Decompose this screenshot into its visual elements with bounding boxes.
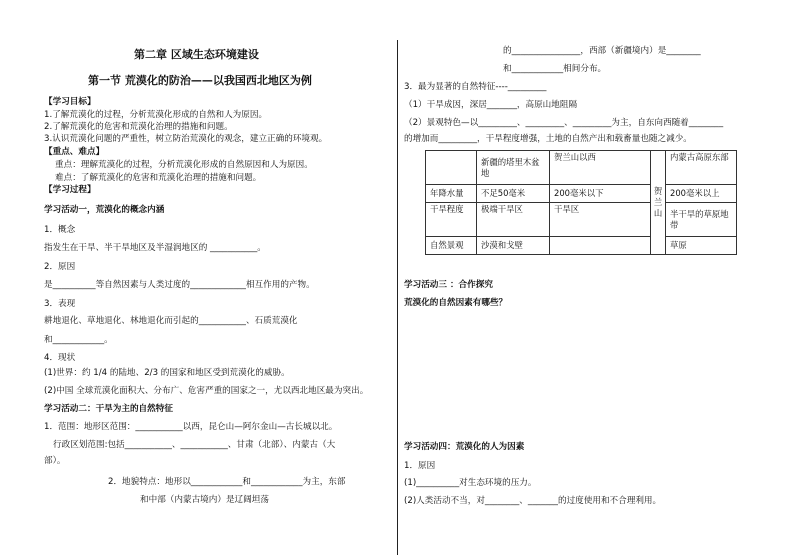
process-heading: 【学习过程】 [44, 185, 96, 195]
key-point: 重点：理解荒漠化的过程，分析荒漠化形成的自然原因和人为原因。 [55, 160, 313, 170]
table-cell: 干旱区 [550, 203, 651, 237]
terrain-text: 和中部（内蒙古境内）是辽阔坦荡 [140, 495, 269, 505]
cause-heading: 2．原因 [44, 262, 76, 272]
cause-text: 是__________等自然因素与人类过度的_____________相互作用的产物。 [44, 280, 315, 290]
expression-heading: 3．表现 [44, 299, 76, 309]
human-cause-2: (2)人类活动不当，对________、_______的过度使用和不合理利用。 [404, 496, 662, 506]
human-cause-heading: 1．原因 [404, 461, 436, 471]
goal-item: 2.了解荒漠化的危害和荒漠化治理的措施和问题。 [44, 122, 233, 132]
human-cause-1: (1)__________对生态环境的压力。 [404, 478, 537, 488]
status-world: (1)世界：约 1/4 的陆地、2/3 的国家和地区受到荒漠化的威胁。 [44, 368, 290, 378]
continued-text: 的________________，西部（新疆境内）是________ [503, 46, 701, 56]
feature-cause: （1）干旱成因，深居_______，高原山地阻隔 [404, 100, 578, 110]
status-china: (2)中国 全球荒漠化面积大、分布广、危害严重的国家之一，尤以西北地区最为突出。 [44, 386, 369, 396]
table-corner-cell [426, 151, 477, 185]
goal-item: 1.了解荒漠化的过程，分析荒漠化形成的自然和人为原因。 [44, 110, 268, 120]
range-text: 1．范围：地形区范围：___________以西，昆仑山—阿尔金山—古长城以北。 [44, 422, 338, 432]
activity-4-heading: 学习活动四：荒漠化的人为因素 [404, 442, 525, 452]
environment-table [425, 150, 737, 255]
table-header-xinjiang: 新疆的塔里木盆地 [477, 151, 550, 185]
table-cell: 沙漠和戈壁 [477, 237, 550, 255]
table-cell: 200毫米以上 [666, 185, 737, 203]
table-cell: 极端干旱区 [477, 203, 550, 237]
table-helan-mountain: 贺兰山 [651, 151, 666, 255]
activity-2-heading: 学习活动二：干旱为主的自然特征 [44, 404, 173, 414]
activity-3-heading: 学习活动三 ：合作探究 [404, 280, 493, 290]
section-title: 第一节 荒漠化的防治——以我国西北地区为例 [88, 74, 312, 87]
column-divider [397, 40, 398, 555]
table-cell: 草原 [666, 237, 737, 255]
table-cell [550, 237, 651, 255]
terrain-text: 2．地貌特点：地形以____________和____________为主，东部 [108, 477, 346, 487]
table-cell: 不足50毫米 [477, 185, 550, 203]
goal-heading: 【学习目标】 [44, 97, 96, 107]
continued-text: 和____________相间分布。 [503, 64, 607, 74]
difficult-point: 难点：了解荒漠化的危害和荒漠化治理的措施和问题。 [55, 173, 262, 183]
concept-text: 指发生在干旱、半干旱地区及半湿润地区的 ___________。 [44, 243, 266, 253]
table-row-label: 自然景观 [426, 237, 477, 255]
table-cell: 半干旱的草原地带 [666, 203, 737, 237]
table-cell: 200毫米以下 [550, 185, 651, 203]
status-heading: 4．现状 [44, 353, 76, 363]
table-row-label: 干旱程度 [426, 203, 477, 237]
activity-3-question: 荒漠化的自然因素有哪些？ [404, 298, 508, 308]
concept-heading: 1．概念 [44, 225, 76, 235]
range-text: 行政区划范围:包括___________、___________、甘肃（北部）、内蒙古（大 [53, 440, 336, 450]
expression-text: 耕地退化、草地退化、林地退化而引起的___________、石质荒漠化 [44, 316, 298, 326]
feature-landscape: 的增加而_________，干旱程度增强，土地的自然产出和载畜量也随之减少。 [404, 134, 692, 144]
range-text: 部）。 [44, 456, 66, 466]
activity-1-heading: 学习活动一，荒漠化的概念内涵 [44, 205, 165, 215]
table-header-helan-west: 贺兰山以西 [550, 151, 651, 185]
feature-question: 3．最为显著的自然特征----_________ [404, 82, 547, 92]
expression-text: 和____________。 [44, 335, 113, 345]
feature-landscape: （2）景观特色—以_________、_________、_________为主，自东向西随着________ [404, 118, 724, 128]
table-row-label: 年降水量 [426, 185, 477, 203]
table-header-inner-mongolia: 内蒙古高原东部 [666, 151, 737, 185]
chapter-title: 第二章 区域生态环境建设 [134, 48, 259, 61]
key-heading: 【重点、难点】 [44, 147, 105, 157]
goal-item: 3.认识荒漠化问题的严重性，树立防治荒漠化的观念，建立正确的环境观。 [44, 134, 328, 144]
